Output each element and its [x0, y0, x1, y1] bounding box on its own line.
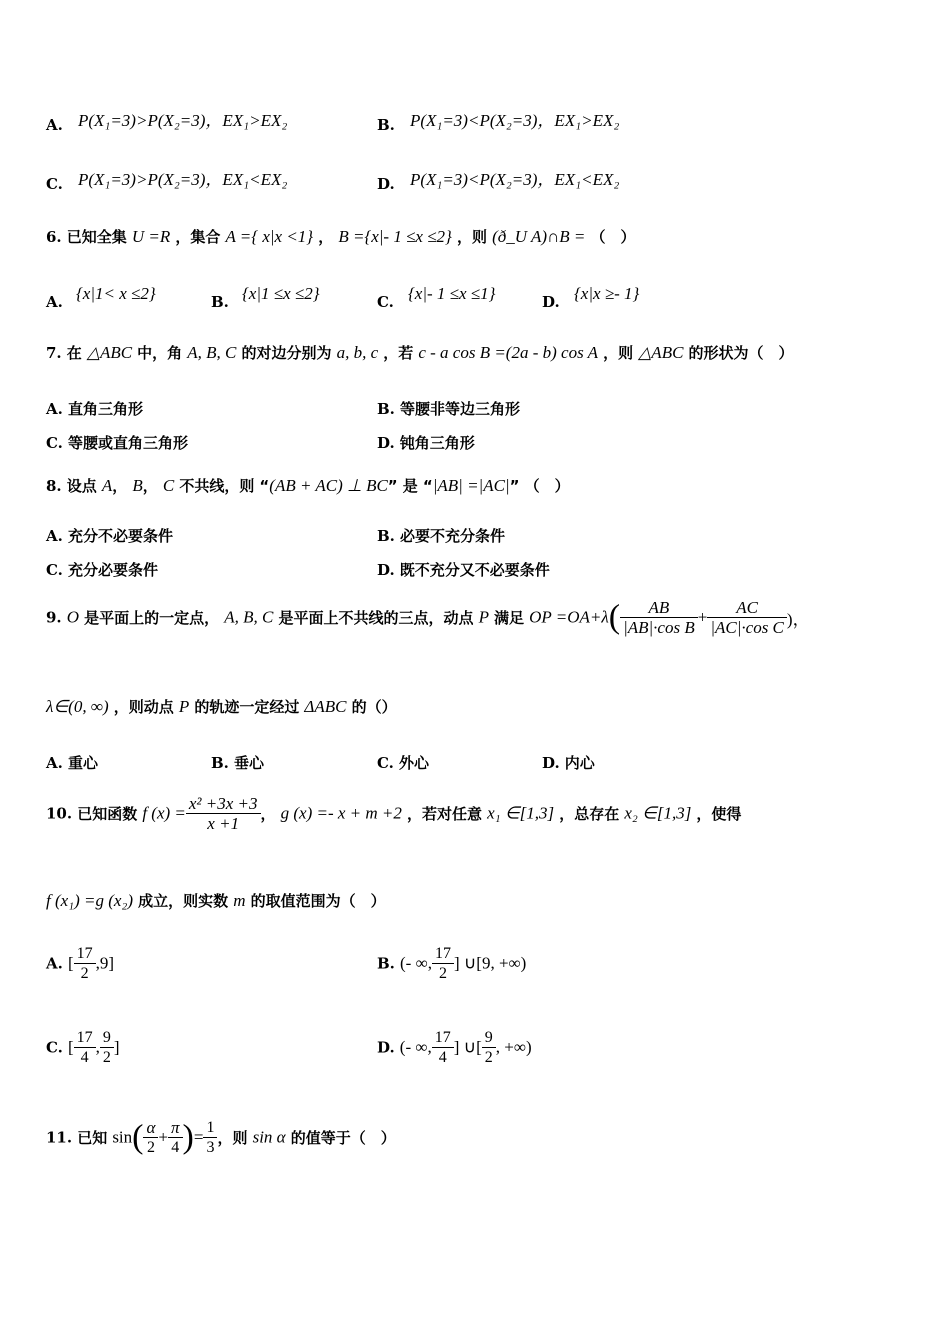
q10-number: 10. — [46, 804, 73, 823]
q6-option-a: {x|1< x ≤2} — [76, 284, 156, 303]
q5-option-d-label: D. — [377, 175, 395, 193]
q10-option-d: D. (- ∞, $\frac{17}{4}$ ] ∪[ $\frac{9}{2}$ , +∞) — [377, 1029, 532, 1066]
q9-fraction-ab: $\frac{AB}{\text{|AB|·cos B}}$ — [620, 598, 698, 637]
q6-option-d: {x|x ≥- 1} — [574, 284, 640, 303]
q6-number: 6. — [46, 228, 62, 246]
q8-option-d: D. 既不充分又不必要条件 — [377, 561, 550, 579]
q9-option-d: D. 内心 — [542, 754, 595, 772]
q6-option-c: {x|- 1 ≤x ≤1} — [408, 284, 496, 303]
q9-option-c: C. 外心 — [377, 754, 430, 772]
q9-stem: 9. O 是平面上的一定点， A, B, C 是平面上不共线的三点，动点 P 满足 OP =OA+λ( $\frac{AB}{\text{|AB|·cos B}}$ + $\frac{AC}{\text{|AC|·cos C}}$ )， — [46, 598, 810, 637]
q6-option-b-label: B. — [211, 293, 229, 311]
q6-option-c-label: C. — [377, 293, 394, 311]
q9-stem-line2: λ∈(0, ∞) ，则动点 P 的轨迹一定经过 ΔABC 的（） — [46, 697, 397, 716]
q9-option-b: B. 垂心 — [211, 754, 265, 772]
q5-option-a: P(X₁=3)>P(X₂=3)，EX₁>EX₂ — [78, 111, 288, 130]
q9-number: 9. — [46, 608, 62, 627]
q9-option-a: A. 重心 — [46, 754, 98, 772]
q5-option-b-label: B. — [377, 116, 395, 134]
q6-stem: 6. 已知全集 U =R ，集合 A ={ x|x <1} ， B ={x|- 1 ≤x ≤2} ，则 (ð_U A)∩B = （ ） — [46, 227, 636, 246]
q7-option-c: C. 等腰或直角三角形 — [46, 434, 189, 452]
q6-option-a-label: A. — [46, 293, 63, 311]
q10-option-a: A. [ $\frac{17}{2}$ ,9] — [46, 945, 115, 982]
q10-fraction-f: $\frac{\text{x² +3x +3}}{x +1}$ — [186, 794, 261, 833]
q7-option-b: B. 等腰非等边三角形 — [377, 400, 521, 418]
q9-fraction-ac: $\frac{AC}{\text{|AC|·cos C}}$ — [707, 598, 787, 637]
q7-option-d: D. 钝角三角形 — [377, 434, 475, 452]
q5-option-c: P(X₁=3)>P(X₂=3)，EX₁<EX₂ — [78, 170, 288, 189]
q10-stem: 10. 已知函数 f (x) = $\frac{\text{x² +3x +3}}{x +1}$ ， g (x) =- x + m +2 ，若对任意 x₁ ∈[1,3] ，总存在 x₂ ∈[1,3] ，使得 — [46, 794, 742, 833]
q6-option-d-label: D. — [542, 293, 560, 311]
q8-option-a: A. 充分不必要条件 — [46, 527, 173, 545]
q7-option-a: A. 直角三角形 — [46, 400, 143, 418]
q8-stem: 8. 设点 A， B， C 不共线，则 “(AB + AC) ⊥ BC” 是 “|AB| =|AC|” （ ） — [46, 476, 570, 495]
q7-stem: 7. 在 △ABC 中，角 A, B, C 的对边分别为 a, b, c ，若 c - a cos B =(2a - b) cos A ，则 △ABC 的形状为（ ） — [46, 343, 794, 362]
q11-stem: 11. 已知 sin( $\frac{\alpha}{2}$ + $\frac{\pi}{4}$ )= $\frac{1}{3}$ ，则 sin α 的值等于（ ） — [46, 1118, 396, 1156]
q5-option-d: P(X₁=3)<P(X₂=3)，EX₁<EX₂ — [410, 170, 620, 189]
q5-option-c-label: C. — [46, 175, 63, 193]
q10-option-c: C. [ $\frac{17}{4}$ , $\frac{9}{2}$ ] — [46, 1029, 120, 1066]
q8-option-b: B. 必要不充分条件 — [377, 527, 506, 545]
q6-option-b: {x|1 ≤x ≤2} — [242, 284, 320, 303]
q11-number: 11. — [46, 1128, 73, 1147]
q5-option-b: P(X₁=3)<P(X₂=3)，EX₁>EX₂ — [410, 111, 620, 130]
q8-number: 8. — [46, 477, 62, 495]
q5-option-a-label: A. — [46, 116, 63, 134]
q10-option-b: B. (- ∞, $\frac{17}{2}$ ] ∪[9, +∞) — [377, 945, 527, 982]
q10-stem-line2: f (x₁) =g (x₂) 成立，则实数 m 的取值范围为（ ） — [46, 891, 386, 910]
q7-number: 7. — [46, 344, 62, 362]
q8-option-c: C. 充分必要条件 — [46, 561, 159, 579]
